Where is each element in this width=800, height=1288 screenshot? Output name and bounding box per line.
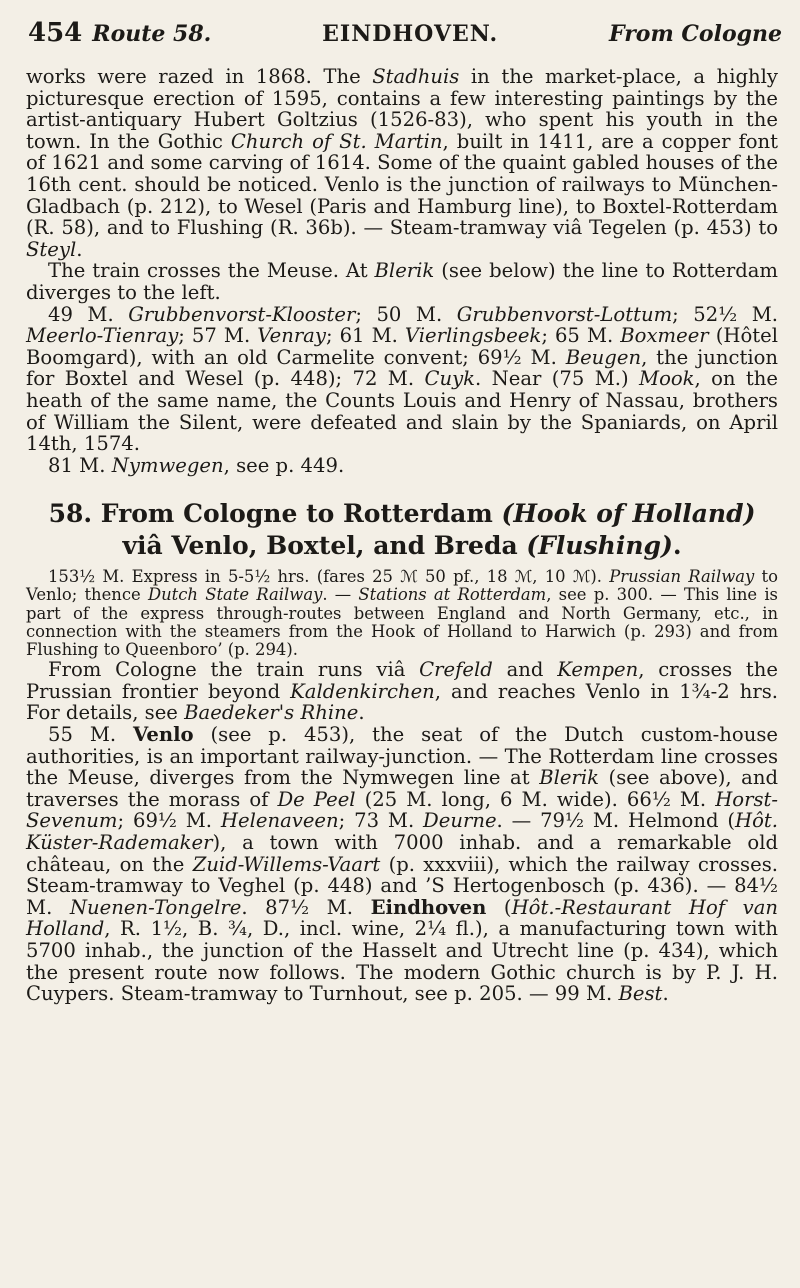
paragraph-meuse-crossing: The train crosses the Meuse. At Blerik (see below) the line to Rotterdam diverges to the left. xyxy=(26,259,778,304)
paragraph-stations-to-nymwegen: 49 M. Grubbenvorst-Klooster; 50 M. Grubbenvorst-Lottum; 52½ M. Meerlo-Tienray; 57 M. Venray; 61 M. Vierlingsbeek; 65 M. Boxmeer (Hôtel Boomgard), with an old Carmelite convent; 69½ M. Beugen, the junction for Boxtel and Wesel (p. 448); 72 M. Cuyk. Near (75 M.) Mook, on the heath of the same name, the Counts Louis and Henry of Nassau, brothers of William the Silent, were defeated and slain by the Spaniards, on April 14th, 1574. xyxy=(26,302,778,456)
route-reference: Route 58. xyxy=(92,21,212,47)
page-body xyxy=(26,66,778,1005)
route-title: 58. From Cologne to Rotterdam (Hook of Holland) viâ Venlo, Boxtel, and Breda (Flushing). xyxy=(48,499,756,561)
page-number: 454 xyxy=(28,18,83,48)
header-place: EINDHOVEN. xyxy=(322,21,499,47)
paragraph-express-info: 153½ M. Express in 5-5½ hrs. (fares 25 ℳ 50 pf., 18 ℳ, 10 ℳ). Prussian Railway to Venlo; thence Dutch State Railway. — Stations at Rotterdam, see p. 300. — This line is part of the express through-routes between England and North Germany, etc., in connection with the steamers from the Hook of Holland to Harwich (p. 293) and from Flushing to Queenboro’ (p. 294). xyxy=(26,567,779,660)
paragraph-venlo-to-best: 55 M. Venlo (see p. 453), the seat of the Dutch custom-house authorities, is an important railway-junction. — The Rotterdam line crosses the Meuse, diverges from the Nymwegen line at Blerik (see above), and traverses the morass of De Peel (25 M. long, 6 M. wide). 66½ M. Horst-Sevenum; 69½ M. Helenaveen; 73 M. Deurne. — 79½ M. Helmond (Hôt. Küster-Rademaker), a town with 7000 inhab. and a remarkable old château, on the Zuid-Willems-Vaart (p. xxxviii), which the railway crosses. Steam-tramway to Veghel (p. 448) and ’S Hertogenbosch (p. 436). — 84½ M. Nuenen-Tongelre. 87½ M. Eindhoven (Hôt.-Restaurant Hof van Holland, R. 1½, B. ¾, D., incl. wine, 2¼ fl.), a manufacturing town with 5700 inhab., the junction of the Hasselt and Utrecht line (p. 434), which the present route now follows. The modern Gothic church is by P. J. H. Cuypers. Steam-tramway to Turnhout, see p. 205. — 99 M. Best. xyxy=(26,723,779,1006)
header-from: From Cologne xyxy=(608,21,782,47)
running-header xyxy=(28,18,782,54)
paragraph-cologne-to-venlo: From Cologne the train runs viâ Crefeld and Kempen, crosses the Prussian frontier beyond Kaldenkirchen, and reaches Venlo in 1¾-2 hrs. For details, see Baedeker's Rhine. xyxy=(26,658,779,725)
paragraph-venlo-history: works were razed in 1868. The Stadhuis in the market-place, a highly picturesque erection of 1595, contains a few interesting paintings by the artist-antiquary Hubert Goltzius (1526-83), who spent his youth in the town. In the Gothic Church of St. Martin, built in 1411, are a copper font of 1621 and some carving of 1614. Some of the quaint gabled houses of the 16th cent. should be noticed. Venlo is the junction of railways to München-Gladbach (p. 212), to Wesel (Paris and Hamburg line), to Boxtel-Rotterdam (R. 58), and to Flushing (R. 36b). — Steam-tramway viâ Tegelen (p. 453) to Steyl. xyxy=(26,65,778,261)
paragraph-nymwegen: 81 M. Nymwegen, see p. 449. xyxy=(48,453,345,477)
